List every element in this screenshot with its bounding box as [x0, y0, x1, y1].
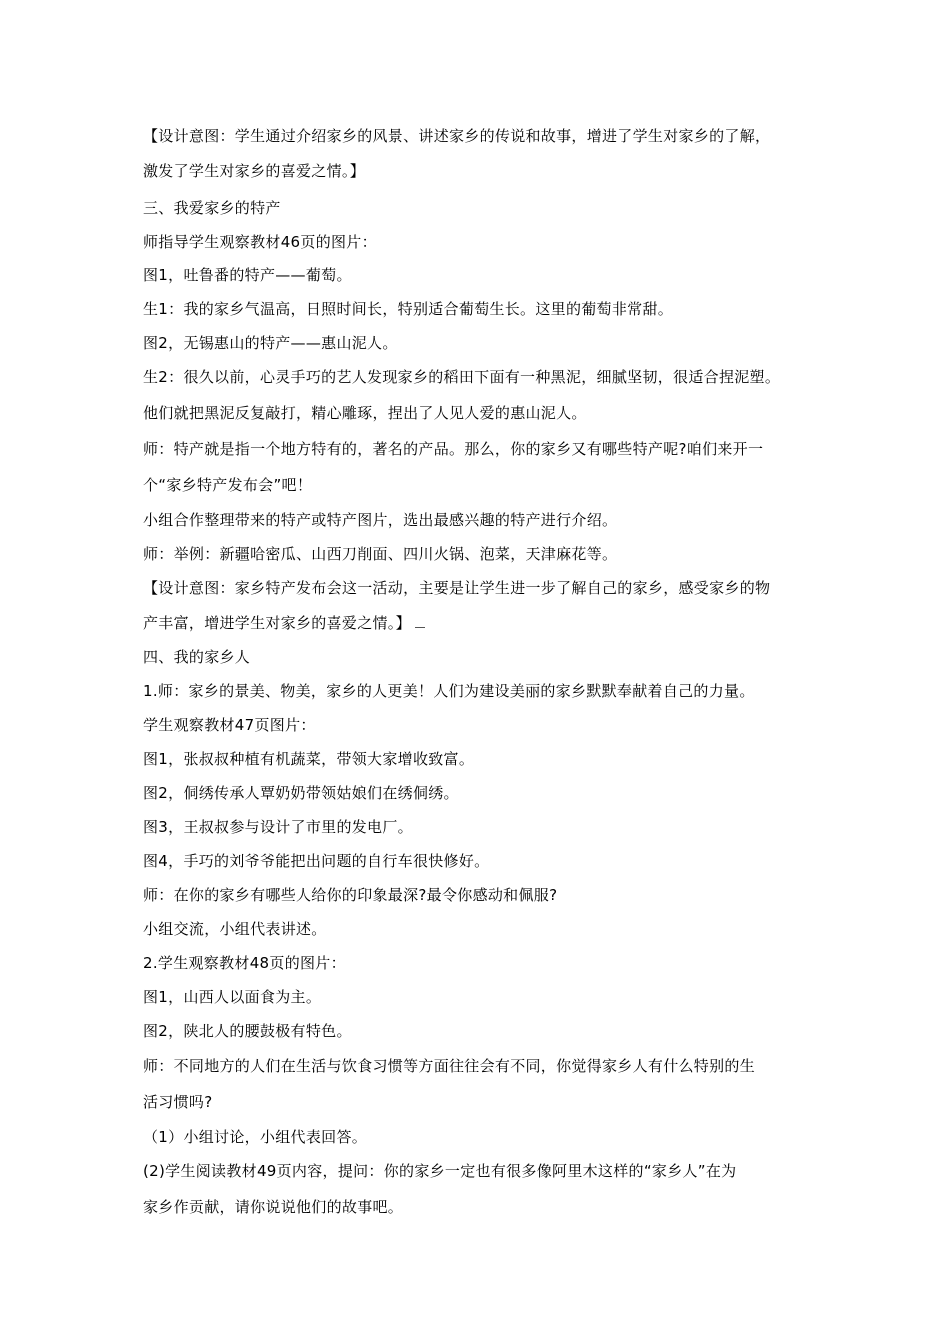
design-intent-paragraph-1: 【设计意图：学生通过介绍家乡的风景、讲述家乡的传说和故事，增进了学生对家乡的了解，	[143, 127, 771, 145]
text-line: (2)学生阅读教材49页内容，提问：你的家乡一定也有很多像阿里木这样的“家乡人”在为	[143, 1162, 737, 1180]
text-line: 生1：我的家乡气温高，日照时间长，特别适合葡萄生长。这里的葡萄非常甜。	[143, 300, 674, 318]
design-intent-paragraph-2: 【设计意图：家乡特产发布会这一活动，主要是让学生进一步了解自己的家乡，感受家乡的物	[143, 579, 771, 597]
text-line: 图2，无锡惠山的特产——惠山泥人。	[143, 334, 398, 352]
text-line: 生2：很久以前，心灵手巧的艺人发现家乡的稻田下面有一种黑泥，细腻坚韧，很适合捏泥塑。	[143, 368, 781, 386]
text-line: 师：特产就是指一个地方特有的，著名的产品。那么，你的家乡又有哪些特产呢?咱们来开一	[143, 440, 764, 458]
text-line: 小组合作整理带来的特产或特产图片，选出最感兴趣的特产进行介绍。	[143, 511, 618, 529]
text-line: 师指导学生观察教材46页的图片：	[143, 233, 377, 251]
text-line: 图3，王叔叔参与设计了市里的发电厂。	[143, 818, 413, 836]
text-line: 师：举例：新疆哈密瓜、山西刀削面、四川火锅、泡菜，天津麻花等。	[143, 545, 618, 563]
text-line: 图2，陕北人的腰鼓极有特色。	[143, 1022, 352, 1040]
text-line: 图1，山西人以面食为主。	[143, 988, 322, 1006]
text-line: 师：在你的家乡有哪些人给你的印象最深?最令你感动和佩服?	[143, 886, 558, 904]
text-span: 产丰富，增进学生对家乡的喜爱之情。】	[143, 614, 411, 632]
underline-mark	[415, 626, 425, 628]
text-line: 图1，张叔叔种植有机蔬菜，带领大家增收致富。	[143, 750, 475, 768]
text-line: 图1，吐鲁番的特产——葡萄。	[143, 266, 352, 284]
text-line: 2.学生观察教材48页的图片：	[143, 954, 346, 972]
text-line: （1）小组讨论，小组代表回答。	[143, 1128, 368, 1146]
text-line: 个“家乡特产发布会”吧！	[143, 476, 313, 494]
text-line: 小组交流，小组代表讲述。	[143, 920, 327, 938]
text-line: 家乡作贡献，请你说说他们的故事吧。	[143, 1198, 404, 1216]
text-line: 图2，侗绣传承人覃奶奶带领姑娘们在绣侗绣。	[143, 784, 459, 802]
design-intent-paragraph-2-cont	[143, 613, 425, 633]
section-heading-specialties: 三、我爱家乡的特产	[143, 199, 281, 217]
text-line: 1.师：家乡的景美、物美，家乡的人更美！人们为建设美丽的家乡默默奉献着自己的力量。	[143, 682, 755, 700]
text-line: 学生观察教材47页图片：	[143, 716, 316, 734]
text-line: 图4，手巧的刘爷爷能把出问题的自行车很快修好。	[143, 852, 490, 870]
text-line: 活习惯吗?	[143, 1093, 213, 1111]
section-heading-people: 四、我的家乡人	[143, 648, 251, 666]
text-line: 他们就把黑泥反复敲打，精心雕琢，捏出了人见人爱的惠山泥人。	[143, 404, 587, 422]
design-intent-paragraph-1-cont: 激发了学生对家乡的喜爱之情。】	[143, 162, 366, 180]
text-line: 师：不同地方的人们在生活与饮食习惯等方面往往会有不同，你觉得家乡人有什么特别的生	[143, 1057, 756, 1075]
